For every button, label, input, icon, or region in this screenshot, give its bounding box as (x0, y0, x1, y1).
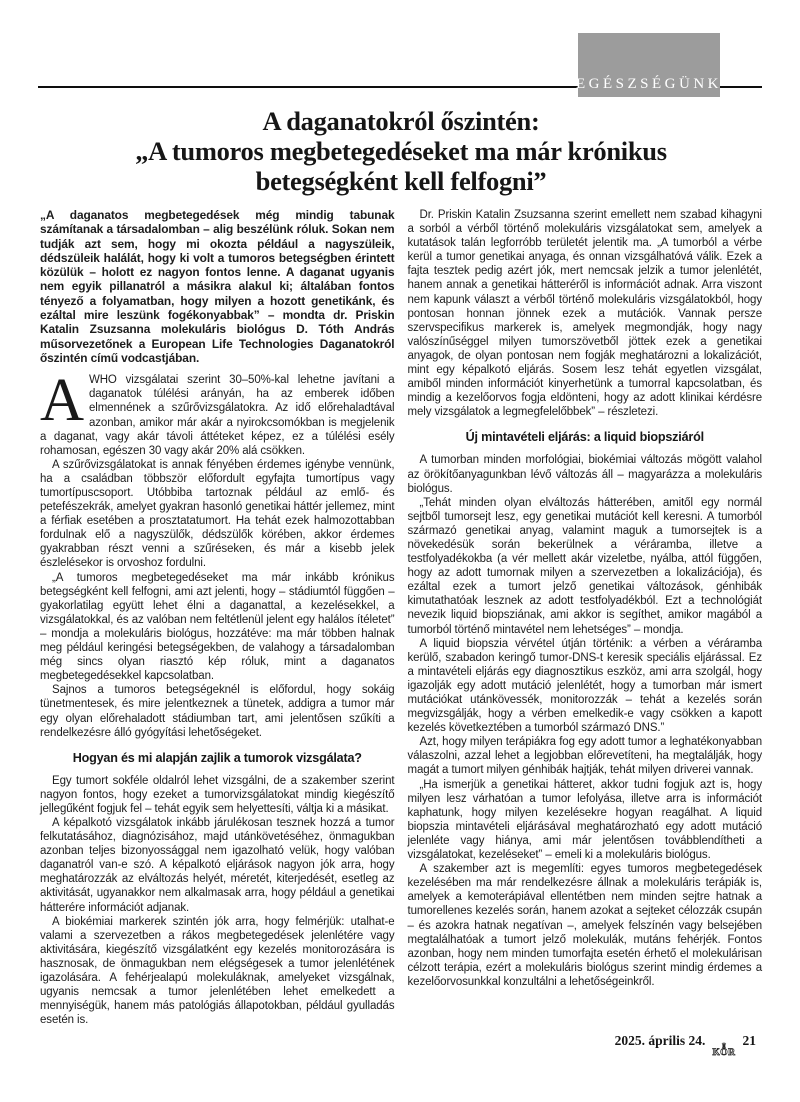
magazine-logo-text: KÖR (712, 1048, 736, 1058)
title-line-3: betegségként kell felfogni” (255, 166, 547, 196)
left-column (40, 208, 395, 1027)
paragraph: A szakember azt is megemlíti: egyes tumoros megbetegedések kezelésében ma már rendelkezésre állnak a molekuláris terápiák is, amelyek a kemoterápiával ellentétben nem minden sejtre hatnak a tumorellenes kezelés során, hanem azokat a sejteket célozzák csupán – és azokra hatnak negatívan –, amelyek felszínén vagy belsejében megtalálhatóak a tumort jelző molekulák, mutáns fehérjék. Fontos azonban, hogy nem minden tumorfajta esetén érhető el molekulárisan célzott terápia, ezért a molekuláris biológus szerint mindig érdemes a kezelőorvosunkkal konzultálni a lehetőségeinkről. (407, 863, 762, 988)
drop-cap: A (40, 367, 84, 435)
title-line-1: A daganatokról őszintén: (262, 106, 540, 136)
subheading-liquid-biopsy: Új mintavételi eljárás: a liquid biopsziáról (465, 430, 704, 445)
paragraph: „Tehát minden olyan elváltozás hátterében, amitől egy normál sejtből tumorsejt lesz, egy genetikai mutációt kell keresni. A tumorból származó genetikai anyag, valamint maguk a tumorsejtek is a növekedésük során bekerülnek a véráramba, illetve a testfolyadékokba (a vér mellett akár vizeletbe, nyálba, attól függően, hogy az adott tumornak milyen a szervezetben a lokalizációja), és ezáltal ezek a tumort jelző genetikai változások, génhibák kimutathatóak lesznek az adott testfolyadékból. Ezt a technológiát nevezik liquid biopsziának, ami akkor is segíthet, amikor magából a tumorból történő mintavétel nem lehetséges” – mondja. (407, 496, 762, 636)
paragraph-text: WHO vizsgálatai szerint 30–50%-kal lehetne javítani a daganatok túlélési arányán, ha az emberek időben elmennének a szűrővizsgálatokra. Az idő előrehaladtával azonban, amikor már akár a nyirokcsomókban is megjelenik a daganat, vagy akár távoli áttéteket képez, ez a túlélési esély rohamosan, egészen 30 vagy akár 20% alá csökken. (40, 374, 395, 457)
section-label: EGÉSZSÉGÜNK (576, 76, 722, 92)
paragraph: „A tumoros megbetegedéseket ma már inkább krónikus betegségként kell felfogni, ami azt jelenti, hogy – stádiumtól függően – gyakorlatilag együtt lehet élni a daganattal, a kezelésekkel, a vizsgálatokkal, és az valóban nem feltétlenül jelent egy halálos ítéletet” – mondja a molekuláris biológus, hozzátéve: ma már többen halnak meg például keringési betegségekben, de valahogy a társadalomban még sincs olyan riasztó kép róluk, mint a daganatos megbetegedésekkel kapcsolatban. (40, 571, 395, 683)
subheading-tumor-examination: Hogyan és mi alapján zajlik a tumorok vizsgálata? (72, 750, 362, 765)
paragraph: A biokémiai markerek szintén jók arra, hogy felmérjük: utalhat-e valami a szervezetben a rákos megbetegedések jelenlétére vagy aktivitására, kiegészítő vizsgálatként egy kezelés monitorozására is hasznosak, de önmagukban nem elégségesek a tumor jelenlétének igazolására. A fehérjealapú molekuláknak, amelyeket vizsgálnak, ugyanis nemcsak a tumor jelenlétében lehet emelkedett a mennyiségük, hanem más patológiás állapotokban, például gyulladás esetén is. (40, 915, 395, 1027)
issue-date: 2025. április 24. (614, 1033, 706, 1048)
right-column (408, 208, 763, 1027)
dropcap-paragraph (40, 367, 395, 458)
kor-magazine-logo (712, 1044, 735, 1059)
paragraph: A képalkotó vizsgálatok inkább járulékosan tesznek hozzá a tumor felkutatásához, diagnózisához, majd utánkövetéséhez, önmagukban azonban teljes bizonyossággal nem igazolható velük, hogy valóban daganatról van-e szó. A képalkotó eljárások nagyon jók arra, hogy meghatározzák az elváltozás helyét, méretét, kiterjedését, esetleg az aktivitását, ugyanakkor nem alkalmasak arra, hogy például a genetikai hátterére információt adjanak. (40, 816, 395, 914)
paragraph: Azt, hogy milyen terápiákra fog egy adott tumor a leghatékonyabban válaszolni, azzal lehet a legjobban előrevetíteni, ha megtalálják, hogy magát a tumort milyen génhibák hajtják, tehát milyen driverei vannak. (407, 736, 762, 777)
paragraph: Egy tumort sokféle oldalról lehet vizsgálni, de a szakember szerint nagyon fontos, hogy ezeket a tumorvizsgálatokat mindig kiegészítő jellegűként fogjuk fel – tehát egyik sem helyettesíti, váltja ki a másikat. (40, 774, 395, 815)
title-line-2: „A tumoros megbetegedéseket ma már krónikus (135, 136, 667, 166)
lead-paragraph: „A daganatos megbetegedések még mindig tabunak számítanak a társadalomban – alig beszélünk róluk. Sokan nem tudják azt sem, hogy mi okozta például a nagyszüleik, dédszüleik halálát, hogy ki volt a tumoros betegségben érintett közülük – holott ez nagyon fontos lenne. A daganat ugyanis nem egyik pillanatról a másikra alakul ki; általában fontos tényező a folyamatban, hogy milyen a hozott genetikánk, és ezáltal mire leszünk fogékonyabbak” – mondta dr. Priskin Katalin Zsuzsanna molekuláris biológus D. Tóth András műsorvezetőnek a European Life Technologies Daganatokról őszintén című vodcastjában. (40, 208, 395, 365)
paragraph: A szűrővizsgálatokat is annak fényében érdemes igénybe vennünk, ha a családban többször előfordult egyfajta tumortípus vagy tumortípuscsoport. Utóbbiba tartoznak például az emlő- és petefészekrák, amelyet gyakran hasonló genetikai háttér jellemez, mint a férfiak esetében a prosztatatumort. Ha tehát ezek halmozottabban fordulnak elő a nagyszülők, dédszülők körében, akkor érdemes gyakrabban részt venni a szűréseken, és már a kisebb jelek észlelésekor is orvoshoz fordulni. (40, 458, 395, 570)
section-banner (578, 33, 720, 97)
paragraph: A tumorban minden morfológiai, biokémiai változás mögött valahol az örökítőanyagunkban lévő változás áll – magyarázza a molekuláris biológus. (407, 454, 762, 495)
article-title (40, 106, 762, 196)
paragraph: „Ha ismerjük a genetikai hátteret, akkor tudni fogjuk azt is, hogy milyen lesz várhatóan a tumor lefolyása, illetve arra is információt kaphatunk, hogy milyen kezelésekre hogyan reagálhat. A liquid biopszia mintavételi eljárásával meghatározható egy adott mutáció jelenléte vagy hiánya, ami már jelentősen továbblendítheti a vizsgálatokat, kezeléseket” – emeli ki a molekuláris biológus. (407, 778, 762, 862)
paragraph: Dr. Priskin Katalin Zsuzsanna szerint emellett nem szabad kihagyni a sorból a vérből történő molekuláris vizsgálatokat sem, amelyek a kutatások talán legforróbb területét jelentik ma. „A tumorból a vérbe kerül a tumor genetikai anyaga, és onnan vizsgálhatóvá válik. Ezek a fajta tesztek pedig azért jók, mert nemcsak jelzik a tumor jelenlétét, hanem annak a genetikai hátteréről is információt adnak. Arra viszont nem kapunk választ a vérből történő molekuláris vizsgálatokból, hogy pontosan honnan jönnek ezek a mutációk. Vannak persze szervspecifikus markerek is, amelyek megmondják, hogy nagy valószínűséggel milyen tumorszövetből jöttek ezek a genetikai anyagok, de olyan pontosan nem fogják meghatározni a lokalizációt, mint egy képalkotó eljárás. Sosem lesz tehát egyetlen vizsgálat, amiből minden információt kinyerhetünk a tumorral kapcsolatban, és mindig a kezelőorvos fogja eldönteni, hogy az adott klinikai kérdésre mely vizsgálatok a legmegfelelőbbek” – részletezi. (407, 209, 762, 419)
paragraph: A liquid biopszia vérvétel útján történik: a vérben a véráramba kerülő, szabadon keringő tumor-DNS-t keresik speciális eljárással. Ez a mintavételi eljárás egy diagnosztikus eszköz, ami arra szolgál, hogy igazolják egy adott mutáció jelenlétét, hogy a tumorban már ismert mutációkat utánkövessék, monitorozzák – tehát a kezelés során megvizsgálják, hogy a vérben emelkedik-e vagy csökken a kapott kezelés következtében a tumorból származó DNS.” (407, 637, 762, 735)
crown-icon: ♛ (721, 1043, 727, 1049)
paragraph: Sajnos a tumoros betegségeknél is előfordul, hogy sokáig tünetmentesek, és mire jelentkeznek a tünetek, addigra a tumor már egy olyan előrehaladott stádiumban tart, ami jelentősen szűkíti a rendelkezésre álló gyógyítási lehetőségeket. (40, 684, 395, 739)
article-body (40, 208, 762, 1027)
page-number: 21 (742, 1033, 756, 1048)
page-footer (615, 1033, 756, 1057)
